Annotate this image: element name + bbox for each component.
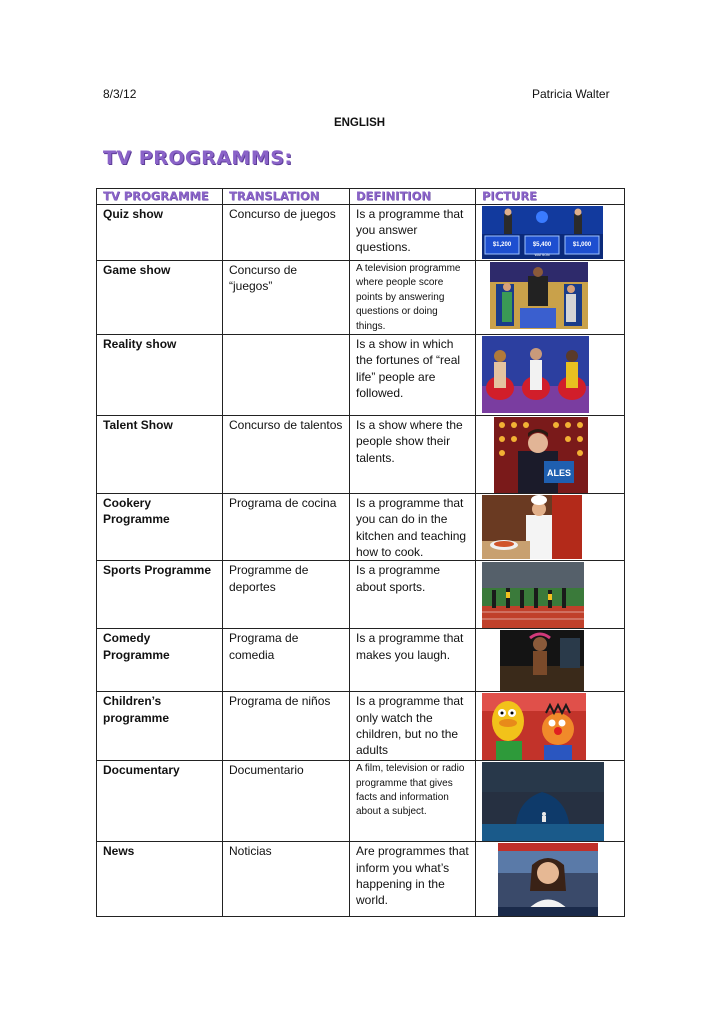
programme-name: Cookery Programme (97, 494, 223, 561)
definition: Is a programme that you answer questions. (350, 205, 476, 261)
table-row (97, 335, 625, 416)
translation: Noticias (223, 842, 350, 917)
programme-name: Children’s programme (97, 692, 223, 761)
picture-cell (476, 842, 625, 917)
document-date: 8/3/12 (103, 87, 137, 101)
table-row (97, 761, 625, 842)
programme-name: Reality show (97, 335, 223, 416)
table-row (97, 261, 625, 335)
definition: Is a show in which the fortunes of “real life” people are followed. (350, 335, 476, 416)
translation: Programme de deportes (223, 561, 350, 629)
subject-heading: ENGLISH (333, 117, 386, 129)
picture-cell (476, 261, 625, 335)
page-title: TV PROGRAMMS: (103, 147, 293, 169)
column-header-translation: TRANSLATION (223, 189, 350, 205)
talent-sign-text: ALES (546, 468, 572, 479)
programme-name: Quiz show (97, 205, 223, 261)
author-name: Patricia Walter (532, 87, 610, 101)
translation: Documentario (223, 761, 350, 842)
column-header-programme: TV PROGRAMME (97, 189, 223, 205)
quiz-score-3: $1,000 (572, 242, 592, 248)
picture-cell (476, 629, 625, 692)
tv-programmes-table (96, 188, 625, 917)
programme-name: Game show (97, 261, 223, 335)
table-row (97, 561, 625, 629)
cookery-photo (482, 495, 582, 559)
translation: Concurso de talentos (223, 416, 350, 494)
definition: Is a programme that you can do in the kitchen and teaching how to cook. (350, 494, 476, 561)
programme-name: News (97, 842, 223, 917)
sports-photo (482, 562, 584, 628)
table-row (97, 842, 625, 917)
programme-name: Sports Programme (97, 561, 223, 629)
picture-cell (476, 494, 625, 561)
picture-cell (476, 416, 625, 494)
table-row (97, 629, 625, 692)
programme-name: Talent Show (97, 416, 223, 494)
table-header-row (97, 189, 625, 205)
talent-show-photo (494, 417, 588, 493)
game-show-photo (490, 262, 588, 329)
picture-cell (476, 692, 625, 761)
column-header-definition: DEFINITION (350, 189, 476, 205)
news-photo (498, 843, 598, 916)
table-row (97, 205, 625, 261)
programme-name: Comedy Programme (97, 629, 223, 692)
translation: Programa de comedia (223, 629, 350, 692)
childrens-photo (482, 693, 586, 760)
picture-cell (476, 561, 625, 629)
picture-cell (476, 205, 625, 261)
column-header-picture: PICTURE (476, 189, 625, 205)
documentary-photo (482, 762, 604, 841)
table-row (97, 416, 625, 494)
translation: Programa de niños (223, 692, 350, 761)
quiz-score-2: $5,400 (532, 242, 552, 248)
definition: Is a show where the people show their talents. (350, 416, 476, 494)
comedy-photo (500, 630, 584, 691)
definition: Is a programme about sports. (350, 561, 476, 629)
table-row (97, 494, 625, 561)
table-row (97, 692, 625, 761)
picture-cell (476, 761, 625, 842)
definition: Is a programme that makes you laugh. (350, 629, 476, 692)
quiz-contestant-name: WATSON (534, 253, 550, 257)
translation: Concurso de “juegos” (223, 261, 350, 335)
translation: Concurso de juegos (223, 205, 350, 261)
picture-cell (476, 335, 625, 416)
translation: Programa de cocina (223, 494, 350, 561)
quiz-show-photo (482, 206, 603, 259)
definition: A film, television or radio programme that gives facts and information about a subject. (350, 761, 476, 842)
quiz-score-1: $1,200 (492, 242, 512, 248)
translation (223, 335, 350, 416)
definition: A television programme where people score points by answering questions or doing things. (350, 261, 476, 335)
reality-show-photo (482, 336, 589, 413)
definition: Is a programme that only watch the children, but no the adults (350, 692, 476, 761)
definition: Are programmes that inform you what’s happening in the world. (350, 842, 476, 917)
programme-name: Documentary (97, 761, 223, 842)
